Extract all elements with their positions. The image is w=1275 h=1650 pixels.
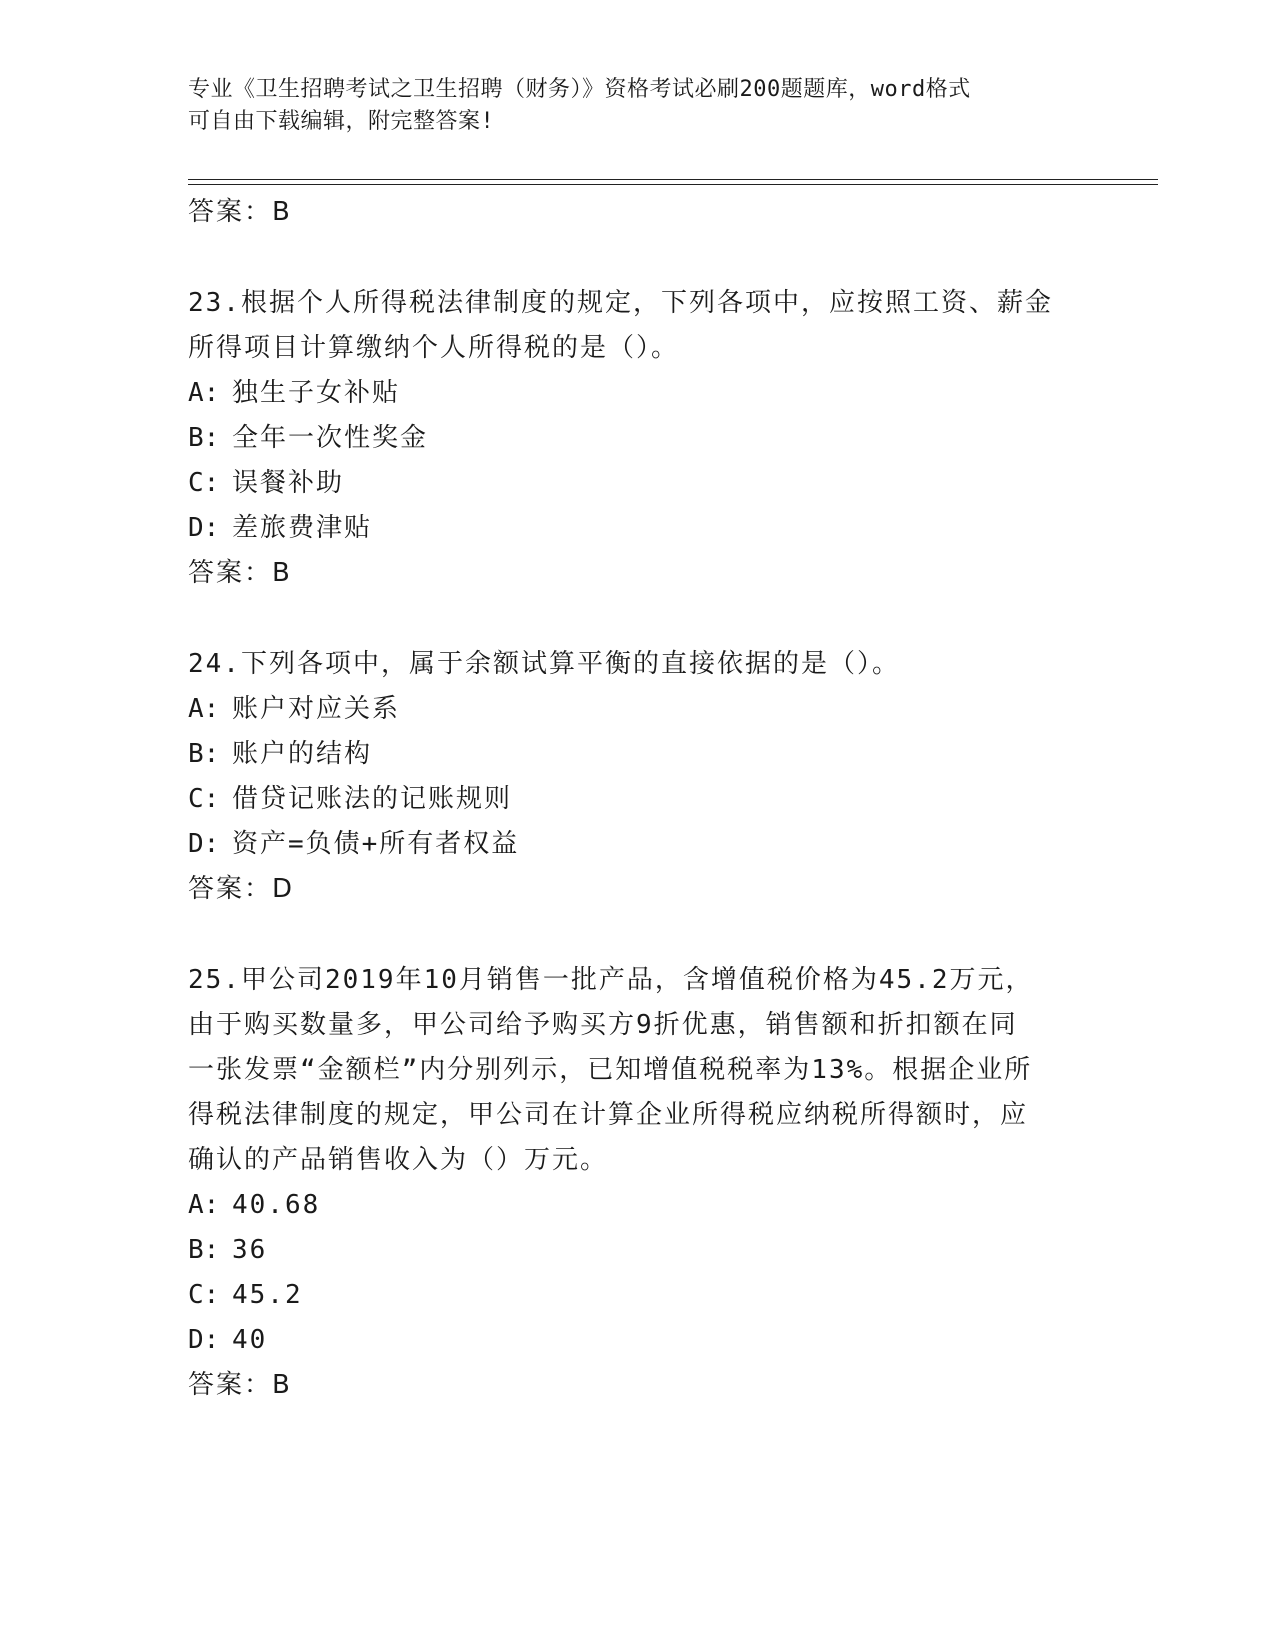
option-c [188, 777, 1088, 822]
stem-line: 确认的产品销售收入为（）万元。 [188, 1145, 609, 1175]
option-b [188, 1228, 1088, 1273]
question-stem [188, 642, 1088, 687]
stem-line: 25.甲公司2019年10月销售一批产品，含增值税价格为45.2万元， [188, 965, 1034, 995]
option-letter: B: [188, 423, 220, 453]
option-text: 全年一次性奖金 [232, 423, 429, 453]
header-rule-bottom [188, 184, 1158, 185]
option-letter: C: [188, 784, 220, 814]
question-23 [188, 281, 1088, 595]
question-list [188, 190, 1088, 1407]
document-header [188, 74, 1088, 138]
stem-line: 由于购买数量多，甲公司给予购买方9折优惠，销售额和折扣额在同 [188, 1010, 1018, 1040]
option-text: 45.2 [232, 1280, 303, 1310]
option-b [188, 416, 1088, 461]
answer-line [188, 1363, 1088, 1407]
option-a [188, 1183, 1088, 1228]
answer-label: 答案： [188, 558, 273, 588]
stem-line: 23.根据个人所得税法律制度的规定，下列各项中，应按照工资、薪金 [188, 288, 1053, 318]
stem-line: 得税法律制度的规定，甲公司在计算企业所得税应纳税所得额时，应 [188, 1100, 1029, 1130]
option-letter: D: [188, 1325, 220, 1355]
option-letter: B: [188, 739, 220, 769]
option-d [188, 822, 1088, 867]
answer-line [188, 190, 1088, 234]
option-letter: C: [188, 468, 220, 498]
question-24 [188, 642, 1088, 911]
option-text: 借贷记账法的记账规则 [232, 784, 513, 814]
option-text: 36 [232, 1235, 268, 1265]
header-line-1: 专业《卫生招聘考试之卫生招聘（财务）》资格考试必刷200题题库，word格式 [188, 77, 971, 102]
option-letter: B: [188, 1235, 220, 1265]
stem-line: 24.下列各项中，属于余额试算平衡的直接依据的是（）。 [188, 649, 900, 679]
option-text: 40.68 [232, 1190, 321, 1220]
question-stem [188, 281, 1088, 371]
option-a [188, 371, 1088, 416]
option-c [188, 1273, 1088, 1318]
option-letter: D: [188, 829, 220, 859]
option-text: 账户对应关系 [232, 694, 401, 724]
answer-value: B [272, 197, 290, 227]
answer-label: 答案： [188, 197, 273, 227]
answer-label: 答案： [188, 1370, 273, 1400]
answer-value: B [272, 1370, 290, 1400]
answer-value: D [272, 874, 293, 904]
option-letter: A: [188, 378, 220, 408]
option-letter: C: [188, 1280, 220, 1310]
answer-value: B [272, 558, 290, 588]
stem-line: 一张发票“金额栏”内分别列示，已知增值税税率为13%。根据企业所 [188, 1055, 1033, 1085]
option-a [188, 687, 1088, 732]
option-letter: A: [188, 694, 220, 724]
answer-line [188, 867, 1088, 911]
stem-line: 所得项目计算缴纳个人所得税的是（）。 [188, 333, 680, 363]
option-letter: D: [188, 513, 220, 543]
answer-label: 答案： [188, 874, 273, 904]
option-d [188, 1318, 1088, 1363]
question-stem [188, 958, 1088, 1183]
header-rule-top [188, 179, 1158, 180]
answer-line [188, 551, 1088, 595]
option-text: 误餐补助 [232, 468, 345, 498]
option-d [188, 506, 1088, 551]
option-text: 账户的结构 [232, 739, 373, 769]
option-text: 差旅费津贴 [232, 513, 373, 543]
option-c [188, 461, 1088, 506]
option-text: 40 [232, 1325, 268, 1355]
option-text: 独生子女补贴 [232, 378, 401, 408]
option-letter: A: [188, 1190, 220, 1220]
option-text: 资产=负债+所有者权益 [232, 829, 520, 859]
header-line-2: 可自由下载编辑，附完整答案! [188, 109, 495, 134]
option-b [188, 732, 1088, 777]
question-25 [188, 958, 1088, 1407]
